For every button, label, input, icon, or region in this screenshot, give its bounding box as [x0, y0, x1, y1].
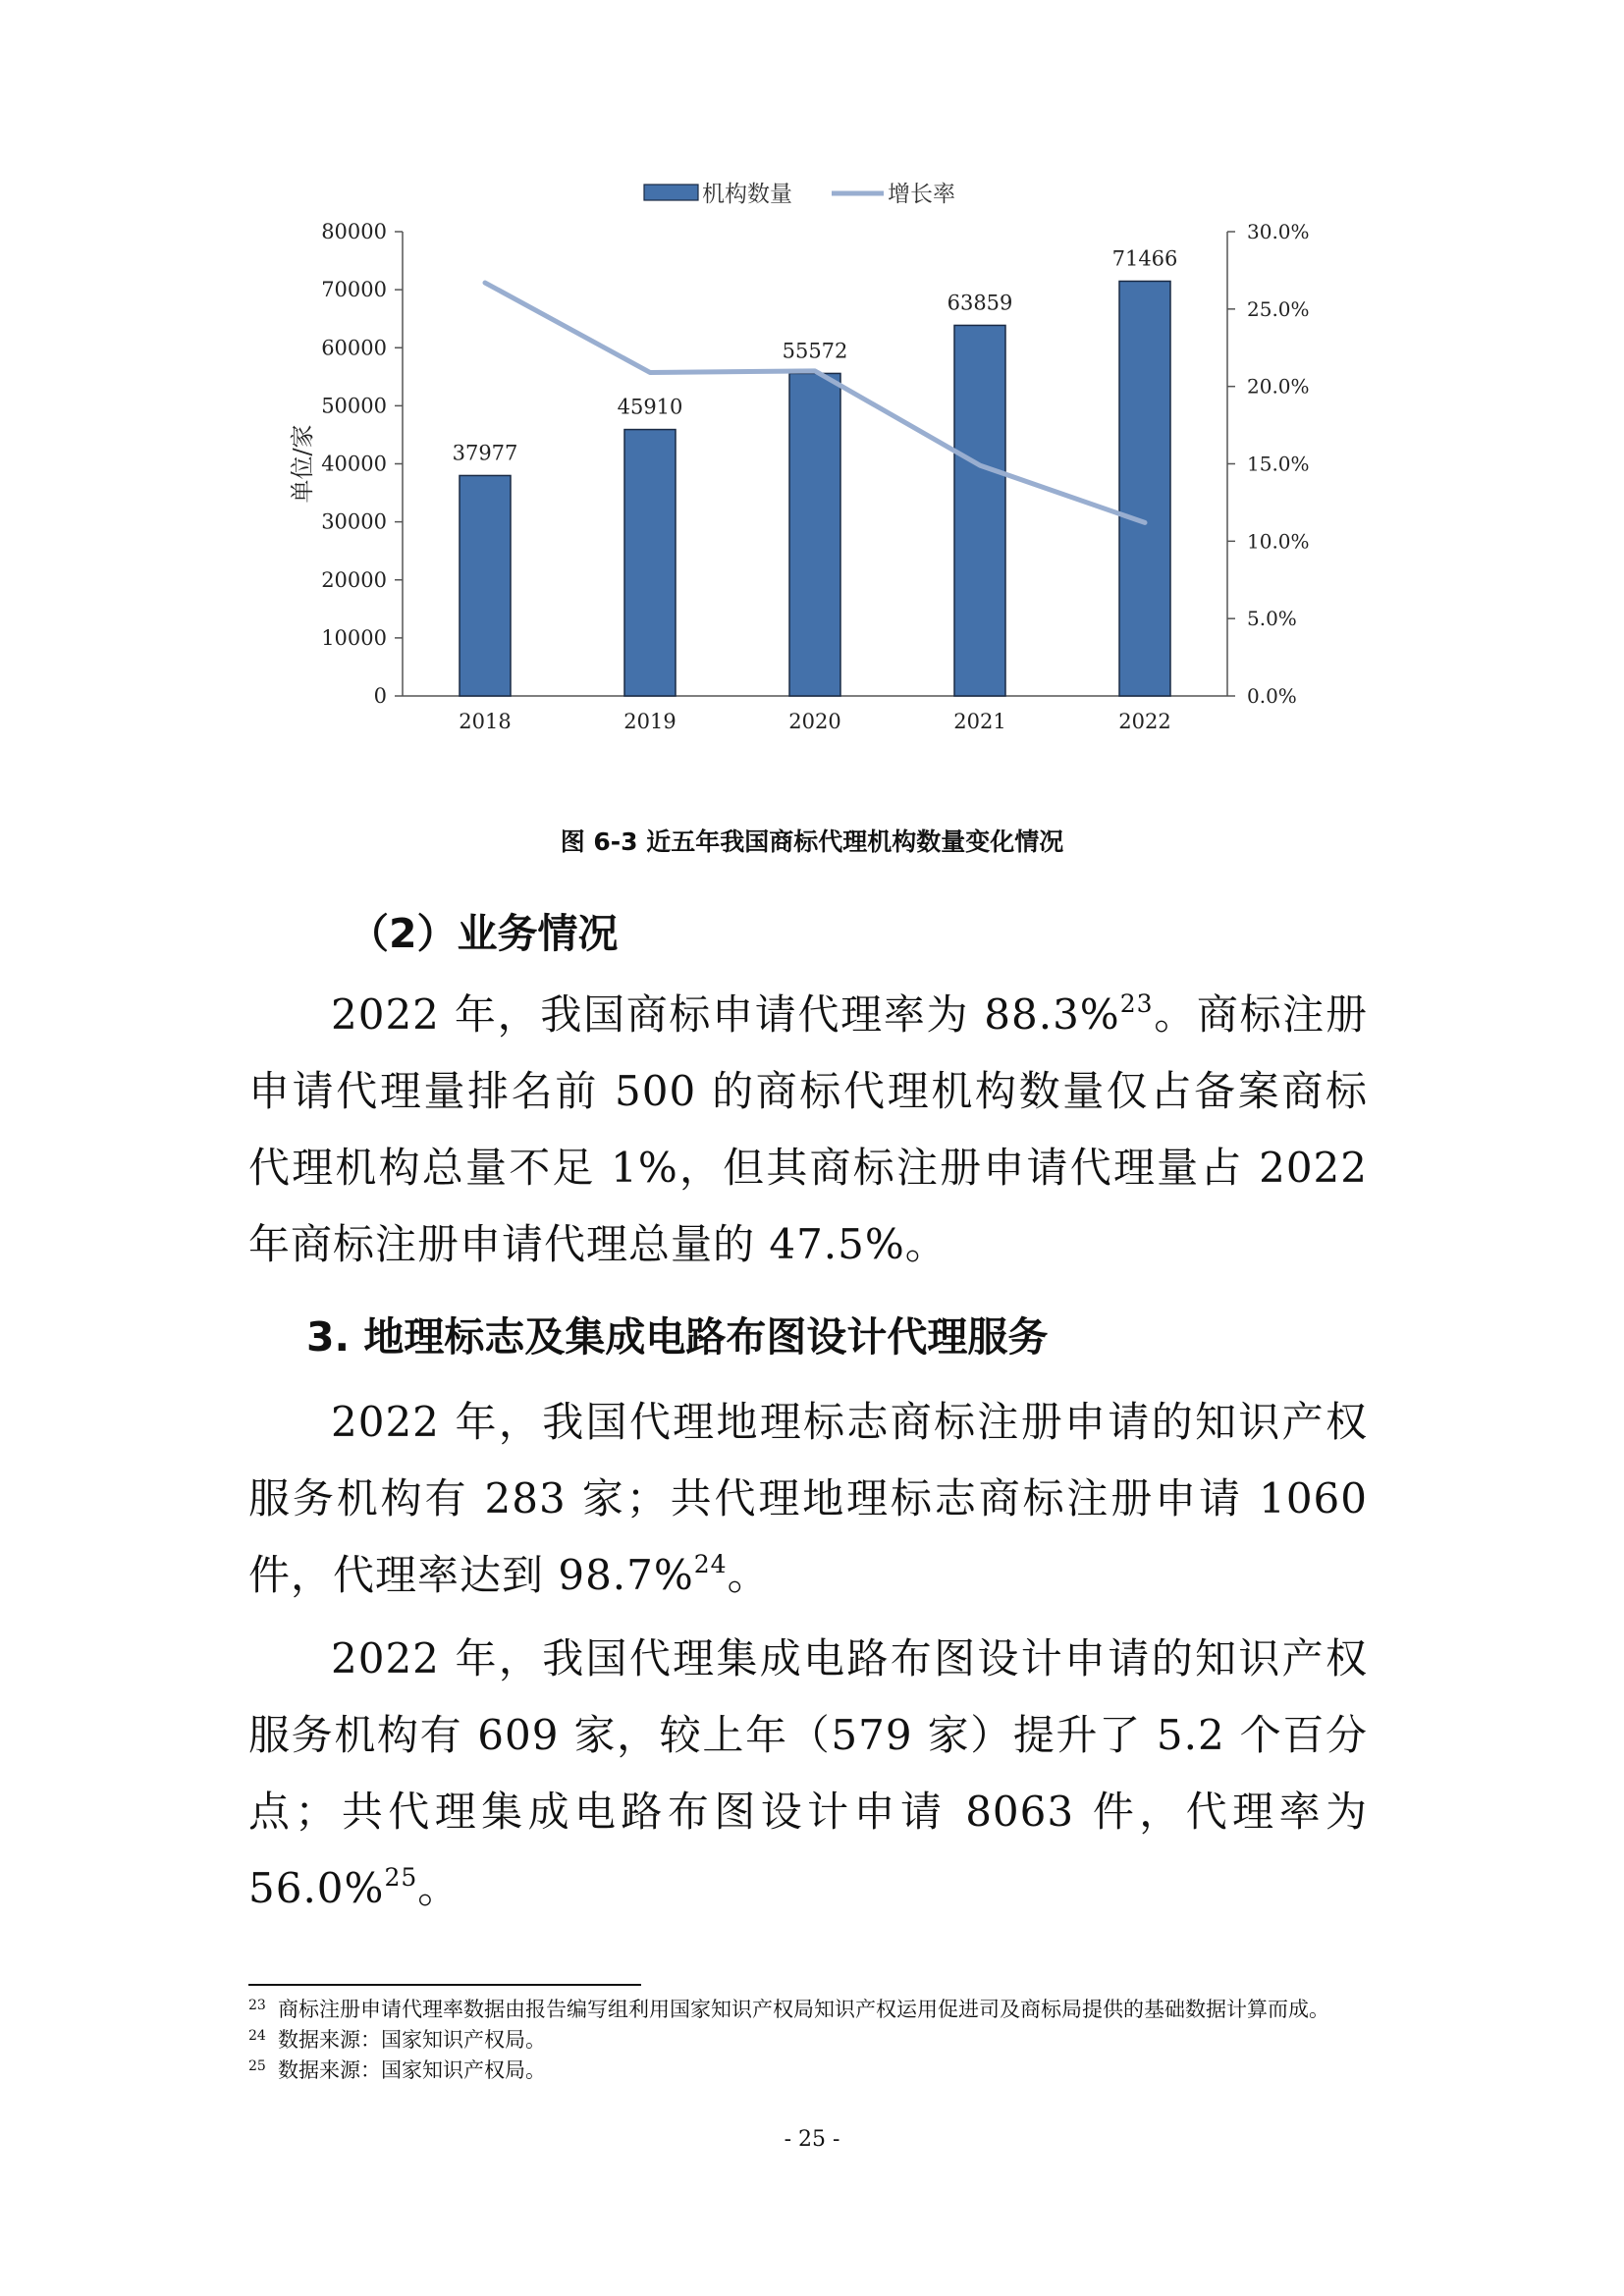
- footnote-ref: 24: [693, 1550, 728, 1578]
- y-tick-label-left: 80000: [321, 220, 387, 243]
- footnotes: [248, 1995, 1397, 2086]
- legend-bar-label: 机构数量: [702, 182, 792, 207]
- x-tick-label: 2022: [1118, 710, 1171, 733]
- x-tick-label: 2020: [788, 710, 841, 733]
- y-tick-label-left: 70000: [321, 278, 387, 302]
- y-tick-label-left: 0: [373, 684, 387, 708]
- bar-2020: [789, 373, 840, 696]
- legend-line-label: 增长率: [888, 182, 955, 207]
- paragraph-text: 2022 年，我国商标申请代理率为 88.3%: [331, 990, 1120, 1039]
- bar-2022: [1119, 281, 1170, 696]
- paragraph-geo-indication: [248, 1384, 1368, 1614]
- paragraph-text-rest: 。: [417, 1864, 460, 1912]
- y-axis-label: 单位/家: [289, 424, 316, 504]
- bar-2018: [460, 475, 511, 696]
- footnote-number: 23: [248, 1998, 266, 2013]
- paragraph-text: 2022 年，我国代理集成电路布图设计申请的知识产权服务机构有 609 家，较上年（579 家）提升了 5.2 个百分点；共代理集成电路布图设计申请 8063 件，代理率为 56.0%: [248, 1634, 1368, 1912]
- bar-2019: [624, 430, 676, 696]
- bar-value-label: 45910: [617, 395, 683, 419]
- y-tick-label-right: 10.0%: [1247, 529, 1310, 554]
- legend-bar-swatch: [644, 185, 698, 200]
- bar-value-label: 63859: [947, 291, 1013, 315]
- paragraph-text-rest: 。: [727, 1551, 770, 1599]
- section-heading-business: （2）业务情况: [349, 910, 619, 957]
- y-tick-label-left: 10000: [321, 625, 387, 650]
- y-tick-label-right: 30.0%: [1247, 220, 1310, 243]
- y-tick-label-right: 20.0%: [1247, 374, 1310, 399]
- y-tick-label-right: 5.0%: [1247, 607, 1297, 631]
- x-tick-label: 2021: [953, 710, 1006, 733]
- footnote-24: [248, 2025, 1397, 2056]
- x-tick-label: 2018: [459, 710, 512, 733]
- paragraph-text: 2022 年，我国代理地理标志商标注册申请的知识产权服务机构有 283 家；共代理地理标志商标注册申请 1060 件，代理率达到 98.7%: [248, 1398, 1368, 1599]
- y-tick-label-left: 40000: [321, 452, 387, 476]
- y-tick-label-left: 60000: [321, 336, 387, 360]
- bar-value-label: 71466: [1111, 246, 1178, 271]
- y-tick-label-right: 15.0%: [1247, 452, 1310, 476]
- y-tick-label-left: 20000: [321, 567, 387, 592]
- footnote-number: 24: [248, 2028, 266, 2044]
- bar-value-label: 37977: [452, 441, 518, 465]
- paragraph-text-rest: 。商标注册申请代理量排名前 500 的商标代理机构数量仅占备案商标代理机构总量不足 1%，但其商标注册申请代理量占 2022 年商标注册申请代理总量的 47.5%。: [248, 990, 1368, 1268]
- bar-line-chart: [0, 0, 1624, 785]
- footnote-number: 25: [248, 2058, 266, 2074]
- footnote-text: 数据来源：国家知识产权局。: [278, 2028, 546, 2052]
- section-heading-geo-ic: 3. 地理标志及集成电路布图设计代理服务: [306, 1313, 1049, 1361]
- y-tick-label-left: 50000: [321, 394, 387, 418]
- footnote-text: 商标注册申请代理率数据由报告编写组利用国家知识产权局知识产权运用促进司及商标局提供的基础数据计算而成。: [278, 1998, 1329, 2021]
- footnote-25: [248, 2056, 1397, 2086]
- y-tick-label-right: 25.0%: [1247, 296, 1310, 321]
- footnote-divider: [248, 1984, 641, 1986]
- bar-2021: [954, 325, 1005, 696]
- paragraph-ic-layout: [248, 1621, 1368, 1927]
- bar-value-label: 55572: [782, 339, 848, 363]
- y-tick-label-right: 0.0%: [1247, 684, 1297, 708]
- y-tick-label-left: 30000: [321, 509, 387, 534]
- footnote-text: 数据来源：国家知识产权局。: [278, 2058, 546, 2082]
- x-tick-label: 2019: [623, 710, 677, 733]
- footnote-ref: 23: [1119, 989, 1154, 1018]
- footnote-ref: 25: [384, 1863, 418, 1892]
- paragraph-agency-rate: [248, 977, 1368, 1283]
- footnote-23: [248, 1995, 1397, 2025]
- figure-caption: 图 6-3 近五年我国商标代理机构数量变化情况: [560, 828, 1064, 856]
- page-number: - 25 -: [784, 2127, 840, 2152]
